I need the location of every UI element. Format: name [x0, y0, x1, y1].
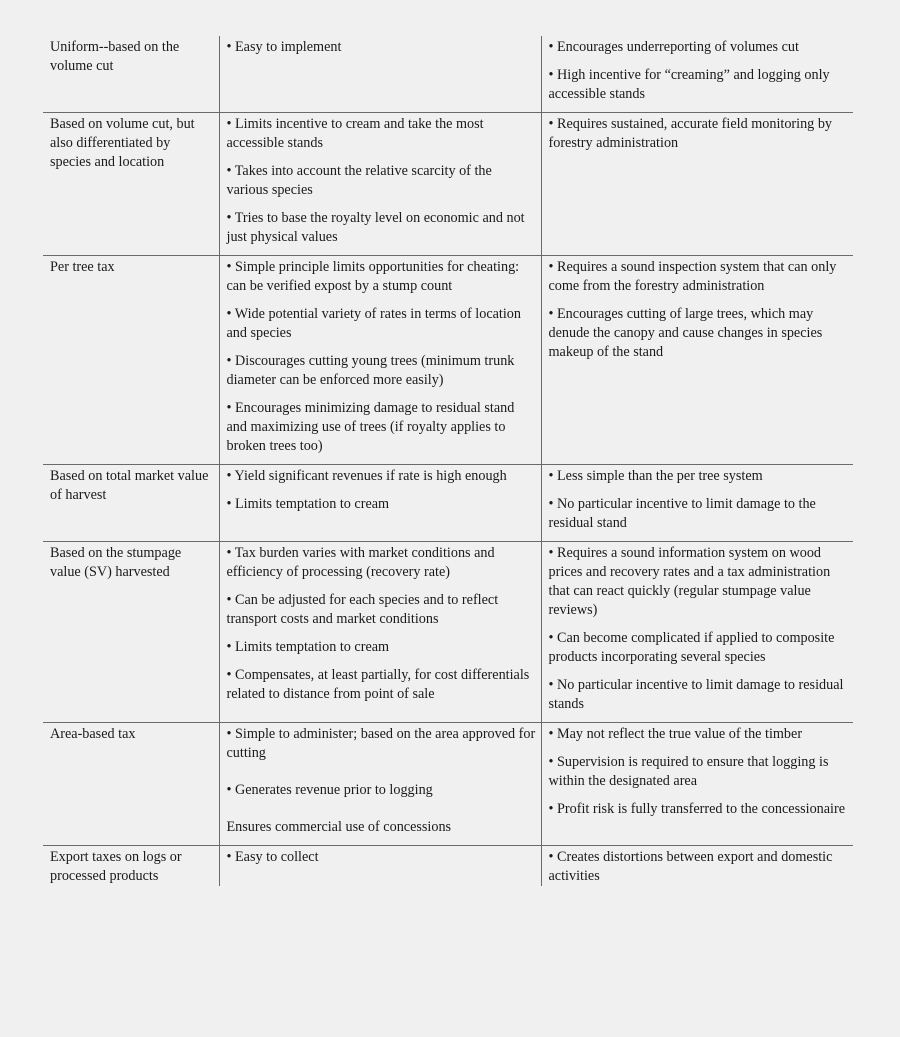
disadvantage-item: • Requires a sound information system on wood prices and recovery rates and a tax administration that can react quickly (regular stumpage value reviews) — [548, 545, 831, 618]
disadvantage-item: • Encourages underreporting of volumes cut — [548, 39, 799, 55]
disadvantages-cell — [541, 846, 853, 887]
advantages-cell — [219, 542, 541, 723]
table-row — [43, 846, 853, 887]
method-cell: Uniform--based on the volume cut — [43, 36, 219, 113]
table-row — [43, 723, 853, 846]
disadvantages-cell — [541, 542, 853, 723]
advantage-item: • Limits temptation to cream — [226, 496, 390, 512]
disadvantages-cell — [541, 723, 853, 846]
disadvantage-item: • No particular incentive to limit damage to residual stands — [548, 677, 844, 712]
advantage-item: Ensures commercial use of concessions — [226, 819, 452, 835]
table-row — [43, 465, 853, 542]
method-cell: Per tree tax — [43, 256, 219, 465]
advantage-item: • Generates revenue prior to logging — [226, 782, 433, 798]
advantage-item: • Discourages cutting young trees (minimum trunk diameter can be enforced more easily) — [226, 353, 515, 388]
disadvantages-cell — [541, 113, 853, 256]
advantage-item: • Easy to implement — [226, 39, 342, 55]
table-row — [43, 36, 853, 113]
method-cell: Based on the stumpage value (SV) harvested — [43, 542, 219, 723]
advantage-item: • Easy to collect — [226, 849, 319, 865]
method-cell: Based on total market value of harvest — [43, 465, 219, 542]
table-row — [43, 113, 853, 256]
disadvantage-item: • Can become complicated if applied to composite products incorporating several species — [548, 630, 835, 665]
disadvantage-item: • Requires sustained, accurate field monitoring by forestry administration — [548, 116, 833, 151]
advantage-item: • Wide potential variety of rates in terms of location and species — [226, 306, 521, 341]
disadvantages-cell — [541, 256, 853, 465]
disadvantages-cell — [541, 465, 853, 542]
advantage-item: • Simple principle limits opportunities for cheating: can be verified expost by a stump count — [226, 259, 520, 294]
disadvantage-item: • Supervision is required to ensure that logging is within the designated area — [548, 754, 829, 789]
method-cell: Export taxes on logs or processed products — [43, 846, 219, 887]
disadvantage-item: • May not reflect the true value of the timber — [548, 726, 803, 742]
royalty-comparison-table — [43, 36, 853, 886]
advantage-item: • Compensates, at least partially, for cost differentials related to distance from point of sale — [226, 667, 530, 702]
table-row — [43, 256, 853, 465]
advantage-item: • Yield significant revenues if rate is high enough — [226, 468, 507, 484]
disadvantage-item: • Creates distortions between export and domestic activities — [548, 849, 833, 884]
advantages-cell — [219, 36, 541, 113]
advantage-item: • Tries to base the royalty level on economic and not just physical values — [226, 210, 525, 245]
advantages-cell — [219, 846, 541, 887]
advantage-item: • Encourages minimizing damage to residual stand and maximizing use of trees (if royalty applies to broken trees too) — [226, 400, 515, 454]
advantages-cell — [219, 113, 541, 256]
disadvantage-item: • High incentive for “creaming” and logging only accessible stands — [548, 67, 830, 102]
advantage-item: • Limits temptation to cream — [226, 639, 390, 655]
disadvantage-item: • Encourages cutting of large trees, which may denude the canopy and cause changes in species makeup of the stand — [548, 306, 823, 360]
method-cell: Area-based tax — [43, 723, 219, 846]
disadvantages-cell — [541, 36, 853, 113]
advantages-cell — [219, 465, 541, 542]
disadvantage-item: • Profit risk is fully transferred to the concessionaire — [548, 801, 846, 817]
method-cell: Based on volume cut, but also differentiated by species and location — [43, 113, 219, 256]
disadvantage-item: • No particular incentive to limit damage to the residual stand — [548, 496, 816, 531]
advantages-cell — [219, 256, 541, 465]
advantage-item: • Limits incentive to cream and take the most accessible stands — [226, 116, 484, 151]
advantage-item: • Takes into account the relative scarcity of the various species — [226, 163, 492, 198]
advantage-item: • Tax burden varies with market conditions and efficiency of processing (recovery rate) — [226, 545, 495, 580]
disadvantage-item: • Less simple than the per tree system — [548, 468, 763, 484]
disadvantage-item: • Requires a sound inspection system that can only come from the forestry administration — [548, 259, 837, 294]
advantage-item: • Simple to administer; based on the area approved for cutting — [226, 726, 536, 761]
advantage-item: • Can be adjusted for each species and to reflect transport costs and market conditions — [226, 592, 499, 627]
table-row — [43, 542, 853, 723]
advantages-cell — [219, 723, 541, 846]
